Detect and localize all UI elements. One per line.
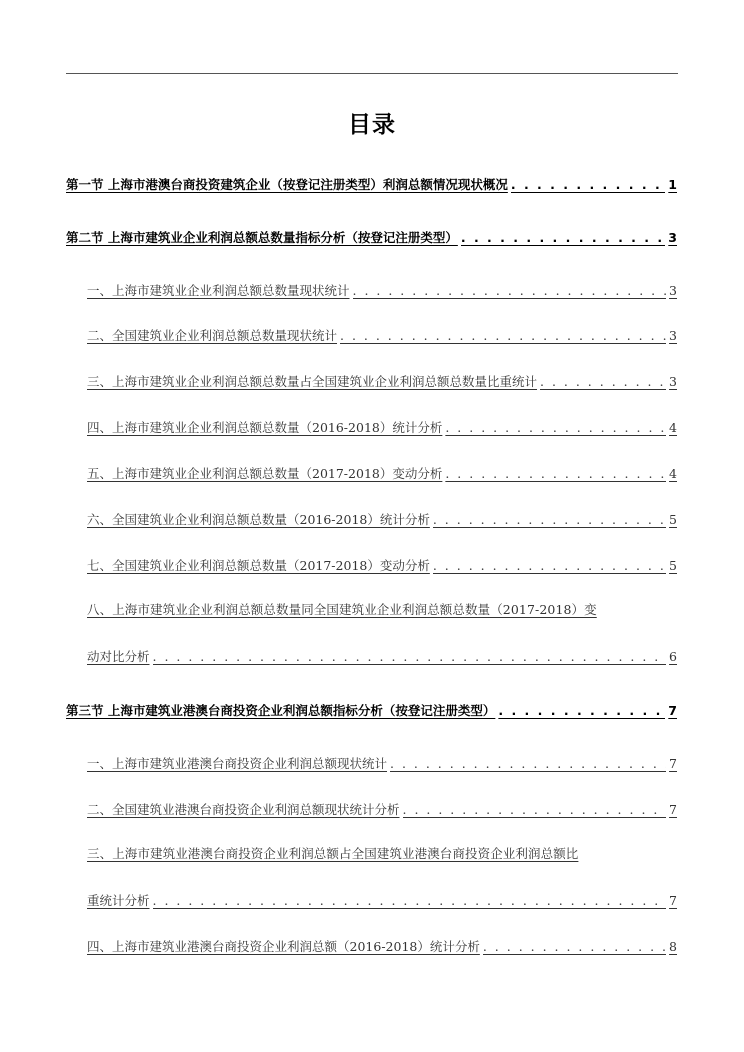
toc-entry-subsection[interactable]: [87, 753, 677, 773]
toc-leader-dots: [153, 648, 667, 666]
toc-entry-text: 第二节 上海市建筑业企业利润总额总数量指标分析（按登记注册类型）: [66, 230, 458, 245]
toc-leader-dots: [340, 327, 666, 345]
toc-leader-dots: [445, 465, 666, 483]
toc-page-number: 7: [669, 802, 677, 817]
toc-page-number: 4: [669, 466, 677, 481]
toc-entry-text: 五、上海市建筑业企业利润总额总数量（2017-2018）变动分析: [87, 466, 443, 481]
toc-leader-dots: [433, 557, 666, 575]
toc-entry-text: 四、上海市建筑业企业利润总额总数量（2016-2018）统计分析: [87, 420, 443, 435]
toc-page-number: 8: [669, 939, 677, 954]
toc-leader-dots: [498, 702, 665, 720]
toc-entry-text: 第一节 上海市港澳台商投资建筑企业（按登记注册类型）利润总额情况现状概况: [66, 177, 508, 192]
toc-entry-section-1[interactable]: [66, 174, 677, 194]
toc-entry-subsection[interactable]: [87, 371, 677, 391]
toc-page-number: 4: [669, 420, 677, 435]
toc-page-number: 5: [669, 558, 677, 573]
toc-leader-dots: [433, 511, 666, 529]
toc-entry-text: 二、全国建筑业企业利润总额总数量现状统计: [87, 328, 338, 343]
toc-entry-subsection[interactable]: [87, 280, 677, 300]
toc-entry-subsection-line1[interactable]: 三、上海市建筑业港澳台商投资企业利润总额占全国建筑业港澳台商投资企业利润总额比: [87, 846, 579, 861]
toc-entry-text: 七、全国建筑业企业利润总额总数量（2017-2018）变动分析: [87, 558, 430, 573]
toc-entry-subsection[interactable]: [87, 936, 677, 956]
toc-page-number: 1: [668, 177, 677, 192]
toc-entry-section-2[interactable]: [66, 227, 677, 247]
toc-page-number: 3: [669, 283, 677, 298]
toc-page-number: 7: [668, 703, 677, 718]
toc-leader-dots: [511, 176, 665, 194]
toc-entry-subsection[interactable]: [87, 799, 677, 819]
toc-page-number: 7: [669, 893, 677, 908]
toc-entry-text: 动对比分析: [87, 649, 150, 664]
toc-leader-dots: [540, 373, 666, 391]
toc-entry-text: 第三节 上海市建筑业港澳台商投资企业利润总额指标分析（按登记注册类型）: [66, 703, 496, 718]
toc-entry-subsection[interactable]: [87, 463, 677, 483]
toc-entry-text: 六、全国建筑业企业利润总额总数量（2016-2018）统计分析: [87, 512, 430, 527]
toc-entry-text: 二、全国建筑业港澳台商投资企业利润总额现状统计分析: [87, 802, 400, 817]
toc-leader-dots: [445, 419, 666, 437]
toc-entry-text: 四、上海市建筑业港澳台商投资企业利润总额（2016-2018）统计分析: [87, 939, 480, 954]
toc-entry-text: 三、上海市建筑业企业利润总额总数量占全国建筑业企业利润总额总数量比重统计: [87, 374, 538, 389]
toc-entry-subsection[interactable]: [87, 555, 677, 575]
toc-entry-subsection[interactable]: [87, 890, 677, 910]
toc-entry-text: 一、上海市建筑业企业利润总额总数量现状统计: [87, 283, 350, 298]
toc-leader-dots: [153, 892, 667, 910]
toc-entry-subsection[interactable]: [87, 509, 677, 529]
toc-entry-subsection[interactable]: [87, 417, 677, 437]
toc-leader-dots: [461, 229, 665, 247]
toc-leader-dots: [353, 282, 667, 300]
toc-entry-subsection[interactable]: [87, 325, 677, 345]
toc-entry-subsection-line1[interactable]: 八、上海市建筑业企业利润总额总数量同全国建筑业企业利润总额总数量（2017-2018）变: [87, 602, 597, 617]
toc-page-number: 3: [668, 230, 677, 245]
toc-leader-dots: [483, 938, 666, 956]
toc-entry-section-3[interactable]: [66, 700, 677, 720]
toc-entry-text: 一、上海市建筑业港澳台商投资企业利润总额现状统计: [87, 756, 388, 771]
toc-page-number: 6: [669, 649, 677, 664]
toc-leader-dots: [403, 801, 667, 819]
toc-entry-subsection[interactable]: [87, 646, 677, 666]
toc-leader-dots: [390, 755, 666, 773]
toc-page-number: 3: [669, 328, 677, 343]
toc-page-number: 3: [669, 374, 677, 389]
header-rule: [66, 73, 678, 74]
toc-page-number: 7: [669, 756, 677, 771]
toc-entry-text: 重统计分析: [87, 893, 150, 908]
page-title: 目录: [348, 112, 396, 138]
toc-page-number: 5: [669, 512, 677, 527]
